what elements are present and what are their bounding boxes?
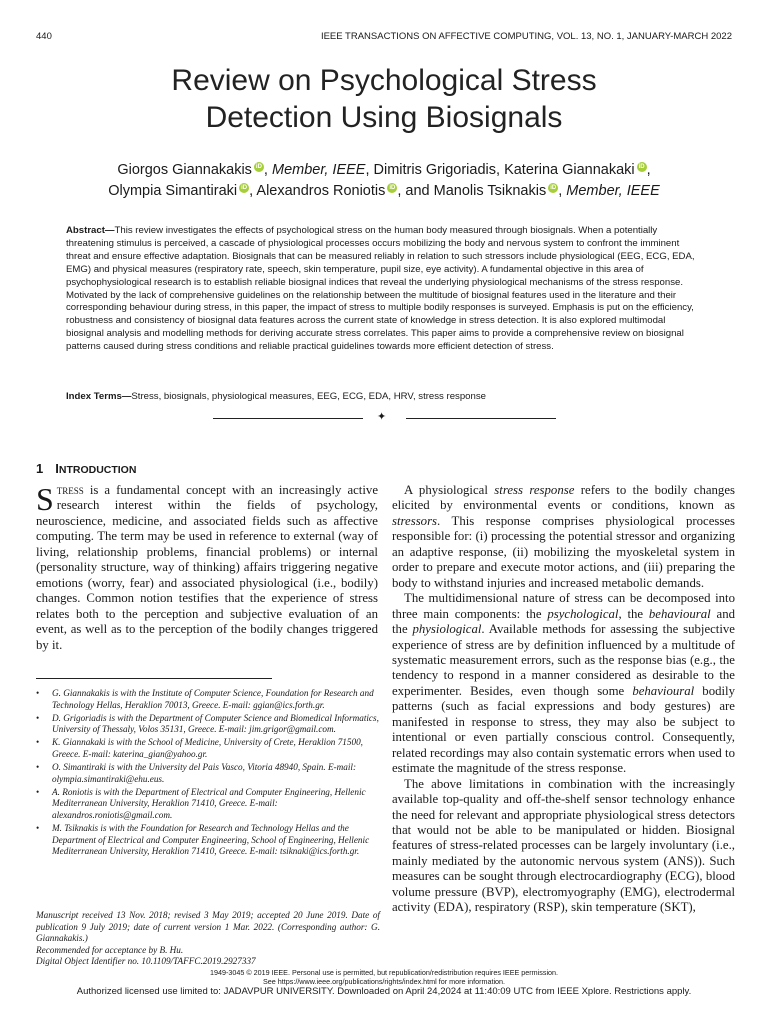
right-column (392, 483, 735, 916)
index-terms-label: Index Terms (66, 391, 122, 402)
journal-header: IEEE TRANSACTIONS ON AFFECTIVE COMPUTING, VOL. 13, NO. 1, JANUARY-MARCH 2022 (320, 31, 732, 42)
affiliation-item (36, 688, 380, 711)
orcid-icon[interactable]: iD (255, 164, 262, 170)
section-title-rest: NTRODUCTION (58, 464, 137, 476)
author-name: Katerina Giannakaki (504, 162, 635, 178)
index-terms-text: Stress, biosignals, physiological measures, EEG, ECG, EDA, HRV, stress response (131, 391, 486, 402)
affiliation-text: M. Tsiknakis is with the Foundation for Research and Technology Hellas and the Department of Electrical and Computer Engineering, School of Engineering, Hellenic Mediterranean University, Heraklion 71410, Greece. E-mail: tsiknaki@ics.forth.gr. (52, 823, 370, 857)
emphasis: behavioural (632, 683, 695, 698)
emphasis: behavioural (648, 606, 711, 621)
text-run: and the (392, 606, 735, 637)
paper-title (0, 62, 768, 136)
license-notice: Authorized licensed use limited to: JADAVPUR UNIVERSITY. Downloaded on April 24,2024 at 11:40:09 UTC from IEEE Xplore. Restrictions apply. (76, 986, 692, 997)
affiliation-item (36, 762, 380, 785)
text-run: , the (618, 606, 649, 621)
affiliation-item (36, 823, 380, 858)
bullet-icon: • (36, 712, 40, 723)
rights-link[interactable]: See https://www.ieee.org/publications/rights/index.html for more information. (262, 977, 506, 986)
affiliation-item (36, 787, 380, 822)
text-run: . This response comprises physiological processes responsible for: (i) processing the potential stressor and organizing an adaptive response, (ii) mobilizing the myoskeletal system in order to prepare and execute motor actions, and (iii) preparing the body to withstand injuries and increased metabolic demands. (392, 513, 735, 590)
intro-lead: tress (56, 483, 84, 497)
paragraph (392, 591, 735, 776)
copyright-notice (0, 968, 768, 986)
orcid-icon[interactable]: iD (638, 164, 645, 170)
section-heading (36, 461, 136, 476)
text-run: The multidimensional nature of stress can be decomposed into three main components: the (392, 591, 735, 621)
author-list: Giorgos Giannakakis iD , Member, IEEE, Dimitris Grigoriadis, Katerina Giannakaki iD , Olympia Simantiraki iD , Alexandros Roniotis iD , and Manolis Tsiknakis iD , Member, IEEE (108, 162, 660, 199)
drop-cap: S (36, 481, 54, 517)
separator-diamond-icon: ✦ (377, 411, 387, 423)
abstract: Abstract—This review investigates the effects of psychological stress on the human body measured through biosignals. When a potentially threatening stimulus is perceived, a cascade of physiological processes occurs mobilizing the body and nervous system to confront the imminent threat and ensure effective adaptation. Biosignals that can be measured reliably in relation to such stressors include physiological (EEG, ECG, EDA, EMG) and physical measures (respiratory rate, speech, skin temperature, pupil size, eye activity). A fundamental objective in this area of psychophysiological research is to establish reliable biosignal indices that reveal the underlying physiological mechanisms of the stress response. Motivated by the lack of comprehensive guidelines on the relationship between the multitude of biosignal features used in the literature and their corresponding behaviour during stress, in this paper, the impact of stress to multiple bodily responses is surveyed. Emphasis is put on the efficiency, robustness and consistency of biosignal data features across the current state of knowledge in stress detection. It is also explored multimodal biosignal analysis and modelling methods for deriving accurate stress correlates. This paper aims to provide a comprehensive review on biosignal patterns caused during stress conditions and reliable practical guidelines towards more efficient detection of stress. (66, 225, 695, 353)
copyright-line: 1949-3045 © 2019 IEEE. Personal use is permitted, but republication/redistribution requires IEEE permission. (209, 968, 559, 977)
affiliation-text: O. Simantiraki is with the University del Pais Vasco, Vitoria 48940, Spain. E-mail: olympia.simantiraki@ehu.eus. (52, 762, 357, 784)
index-terms: Index Terms—Stress, biosignals, physiological measures, EEG, ECG, EDA, HRV, stress response (66, 391, 486, 402)
orcid-icon[interactable]: iD (241, 185, 248, 191)
author-name: Olympia Simantiraki (108, 183, 238, 199)
recommended-by: Recommended for acceptance by B. Hu. (36, 944, 184, 955)
author-name: Dimitris Grigoriadis (373, 162, 496, 178)
emphasis: stressors (392, 513, 438, 528)
abstract-text: This review investigates the effects of psychological stress on the human body measured through biosignals. When a potentially threatening stimulus is perceived, a cascade of physiological processes occurs mobilizing the body and nervous system to confront the imminent threat and ensure effective adaptation. Biosignals that can be measured reliably in relation to such stressors include physiological (EEG, ECG, EDA, EMG) and physical measures (respiratory rate, speech, skin temperature, pupil size, eye activity). A fundamental objective in this area of psychophysiological research is to establish reliable biosignal indices that reveal the underlying physiological mechanisms of the stress response. Motivated by the lack of comprehensive guidelines on the relationship between the multitude of biosignal features used in the literature and their corresponding behaviour during stress, in this paper, the impact of stress to multiple bodily responses is surveyed. Emphasis is put on the efficiency, robustness and consistency of biosignal data features across the current state of knowledge in stress detection. It is also explored multimodal biosignal analysis and modelling methods for deriving accurate stress correlates. This paper aims to provide a comprehensive review on biosignal patterns caused during stress conditions and reliable practical guidelines towards more efficient detection of stress. (66, 225, 695, 353)
affiliation-text: K. Giannakaki is with the School of Medicine, University of Crete, Heraklion 71500, Greece. E-mail: katerina_gian@yahoo.gr. (52, 737, 363, 759)
paragraph: The above limitations in combination with the increasingly available top-quality and off-the-shelf sensor technology enhance the need for relevant and appropriate physiological stress detectors that would not be able to be manipulated or hidden. Biosignal features of stress-related processes can be largely involuntary (i.e., mainly mediated by the autonomic nervous system (ANS)). Such measures can be sought through electrocardiography (ECG), blood volume pressure (BVP), electromyography (EMG), electrodermal activity (EDA), respiratory (RSP), skin temperature (SKT), (392, 776, 735, 915)
title-line-2: Detection Using Biosignals (205, 101, 563, 134)
separator-line-left (213, 418, 363, 419)
orcid-icon[interactable]: iD (389, 185, 396, 191)
affiliation-text: G. Giannakakis is with the Institute of Computer Science, Foundation for Research and Technology Hellas, Heraklion 70013, Greece. E-mail: ggian@ics.forth.gr. (52, 688, 374, 710)
abstract-label: Abstract (66, 225, 105, 236)
affiliation-text: A. Roniotis is with the Department of Electrical and Computer Engineering, Hellenic Mediterranean University, Heraklion 71410, Greece. E-mail: alexandros.roniotis@gmail.com. (52, 786, 366, 820)
manuscript-info (36, 910, 380, 968)
title-line-1: Review on Psychological Stress (171, 64, 597, 97)
author-name: Alexandros Roniotis (256, 183, 386, 199)
affiliation-list (36, 688, 380, 859)
text-run: refers to the bodily changes elicited by environmental events or conditions, known as (392, 483, 735, 513)
affiliation-item (36, 713, 380, 736)
intro-paragraph (36, 483, 378, 653)
author-membership: Member, IEEE (271, 162, 366, 178)
manuscript-dates: Manuscript received 13 Nov. 2018; revised 3 May 2019; accepted 20 June 2019. Date of publication 9 July 2019; date of current version 1 Mar. 2022. (Corresponding author: G. Giannakakis.) (36, 910, 380, 944)
text-run: bodily patterns (such as facial expressions and body gestures) are manifested in response to stress, they may also be subject to intentional or even partially conscious control. Consequently, related recordings may also contain systematic errors when used to estimate the magnitude of the stress response. (392, 683, 735, 776)
intro-text: is a fundamental concept with an increasingly active research interest within the fields of psychology, neuroscience, medicine, and associated fields such as affective computing. The term may be used in reference to external (way of living, relationship problems, financial problems) or internal (personality structure, way of thinking) affairs triggering negative emotions (worry, fear) and associated physiological (i.e., bodily) changes. Common notion testifies that the experience of stress relates both to the perception and subjective evaluation of an event, as well as to the perception of the bodily changes triggered by it. (36, 483, 378, 652)
bullet-icon: • (36, 688, 40, 698)
text-run: A physiological (404, 483, 495, 497)
section-number: 1 (36, 461, 44, 476)
bullet-icon: • (36, 786, 40, 797)
affiliation-text: D. Grigoriadis is with the Department of Computer Science and Biomedical Informatics, University of Thessaly, Volos 35131, Greece. E-mail: jim.grigor@gmail.com. (52, 712, 379, 735)
bullet-icon: • (36, 762, 40, 773)
author-name: Manolis Tsiknakis (433, 183, 547, 199)
emphasis: stress response (494, 483, 575, 497)
affiliation-item (36, 737, 380, 760)
bullet-icon: • (36, 737, 40, 748)
bullet-icon: • (36, 823, 40, 834)
text-run: . Available methods for assessing the subjective experience of stress are by definition influenced by a multitude of systematic measurement errors, such as the response bias (e.g., the tendency to respond in a manner considered as desirable to the experimenter. Besides, even though some (392, 622, 735, 698)
doi[interactable]: Digital Object Identifier no. 10.1109/TAFFC.2019.2927337 (36, 956, 256, 967)
emphasis: physiological (412, 622, 482, 637)
author-membership: Member, IEEE (566, 183, 660, 199)
orcid-icon[interactable]: iD (550, 185, 557, 191)
author-name: Giorgos Giannakakis (117, 162, 252, 178)
page-number: 440 (36, 31, 52, 42)
paragraph (392, 483, 735, 591)
section-title-initial: I (55, 461, 59, 476)
footnote-rule (36, 678, 272, 679)
separator-line-right (406, 418, 556, 419)
emphasis: psychological (547, 606, 619, 621)
